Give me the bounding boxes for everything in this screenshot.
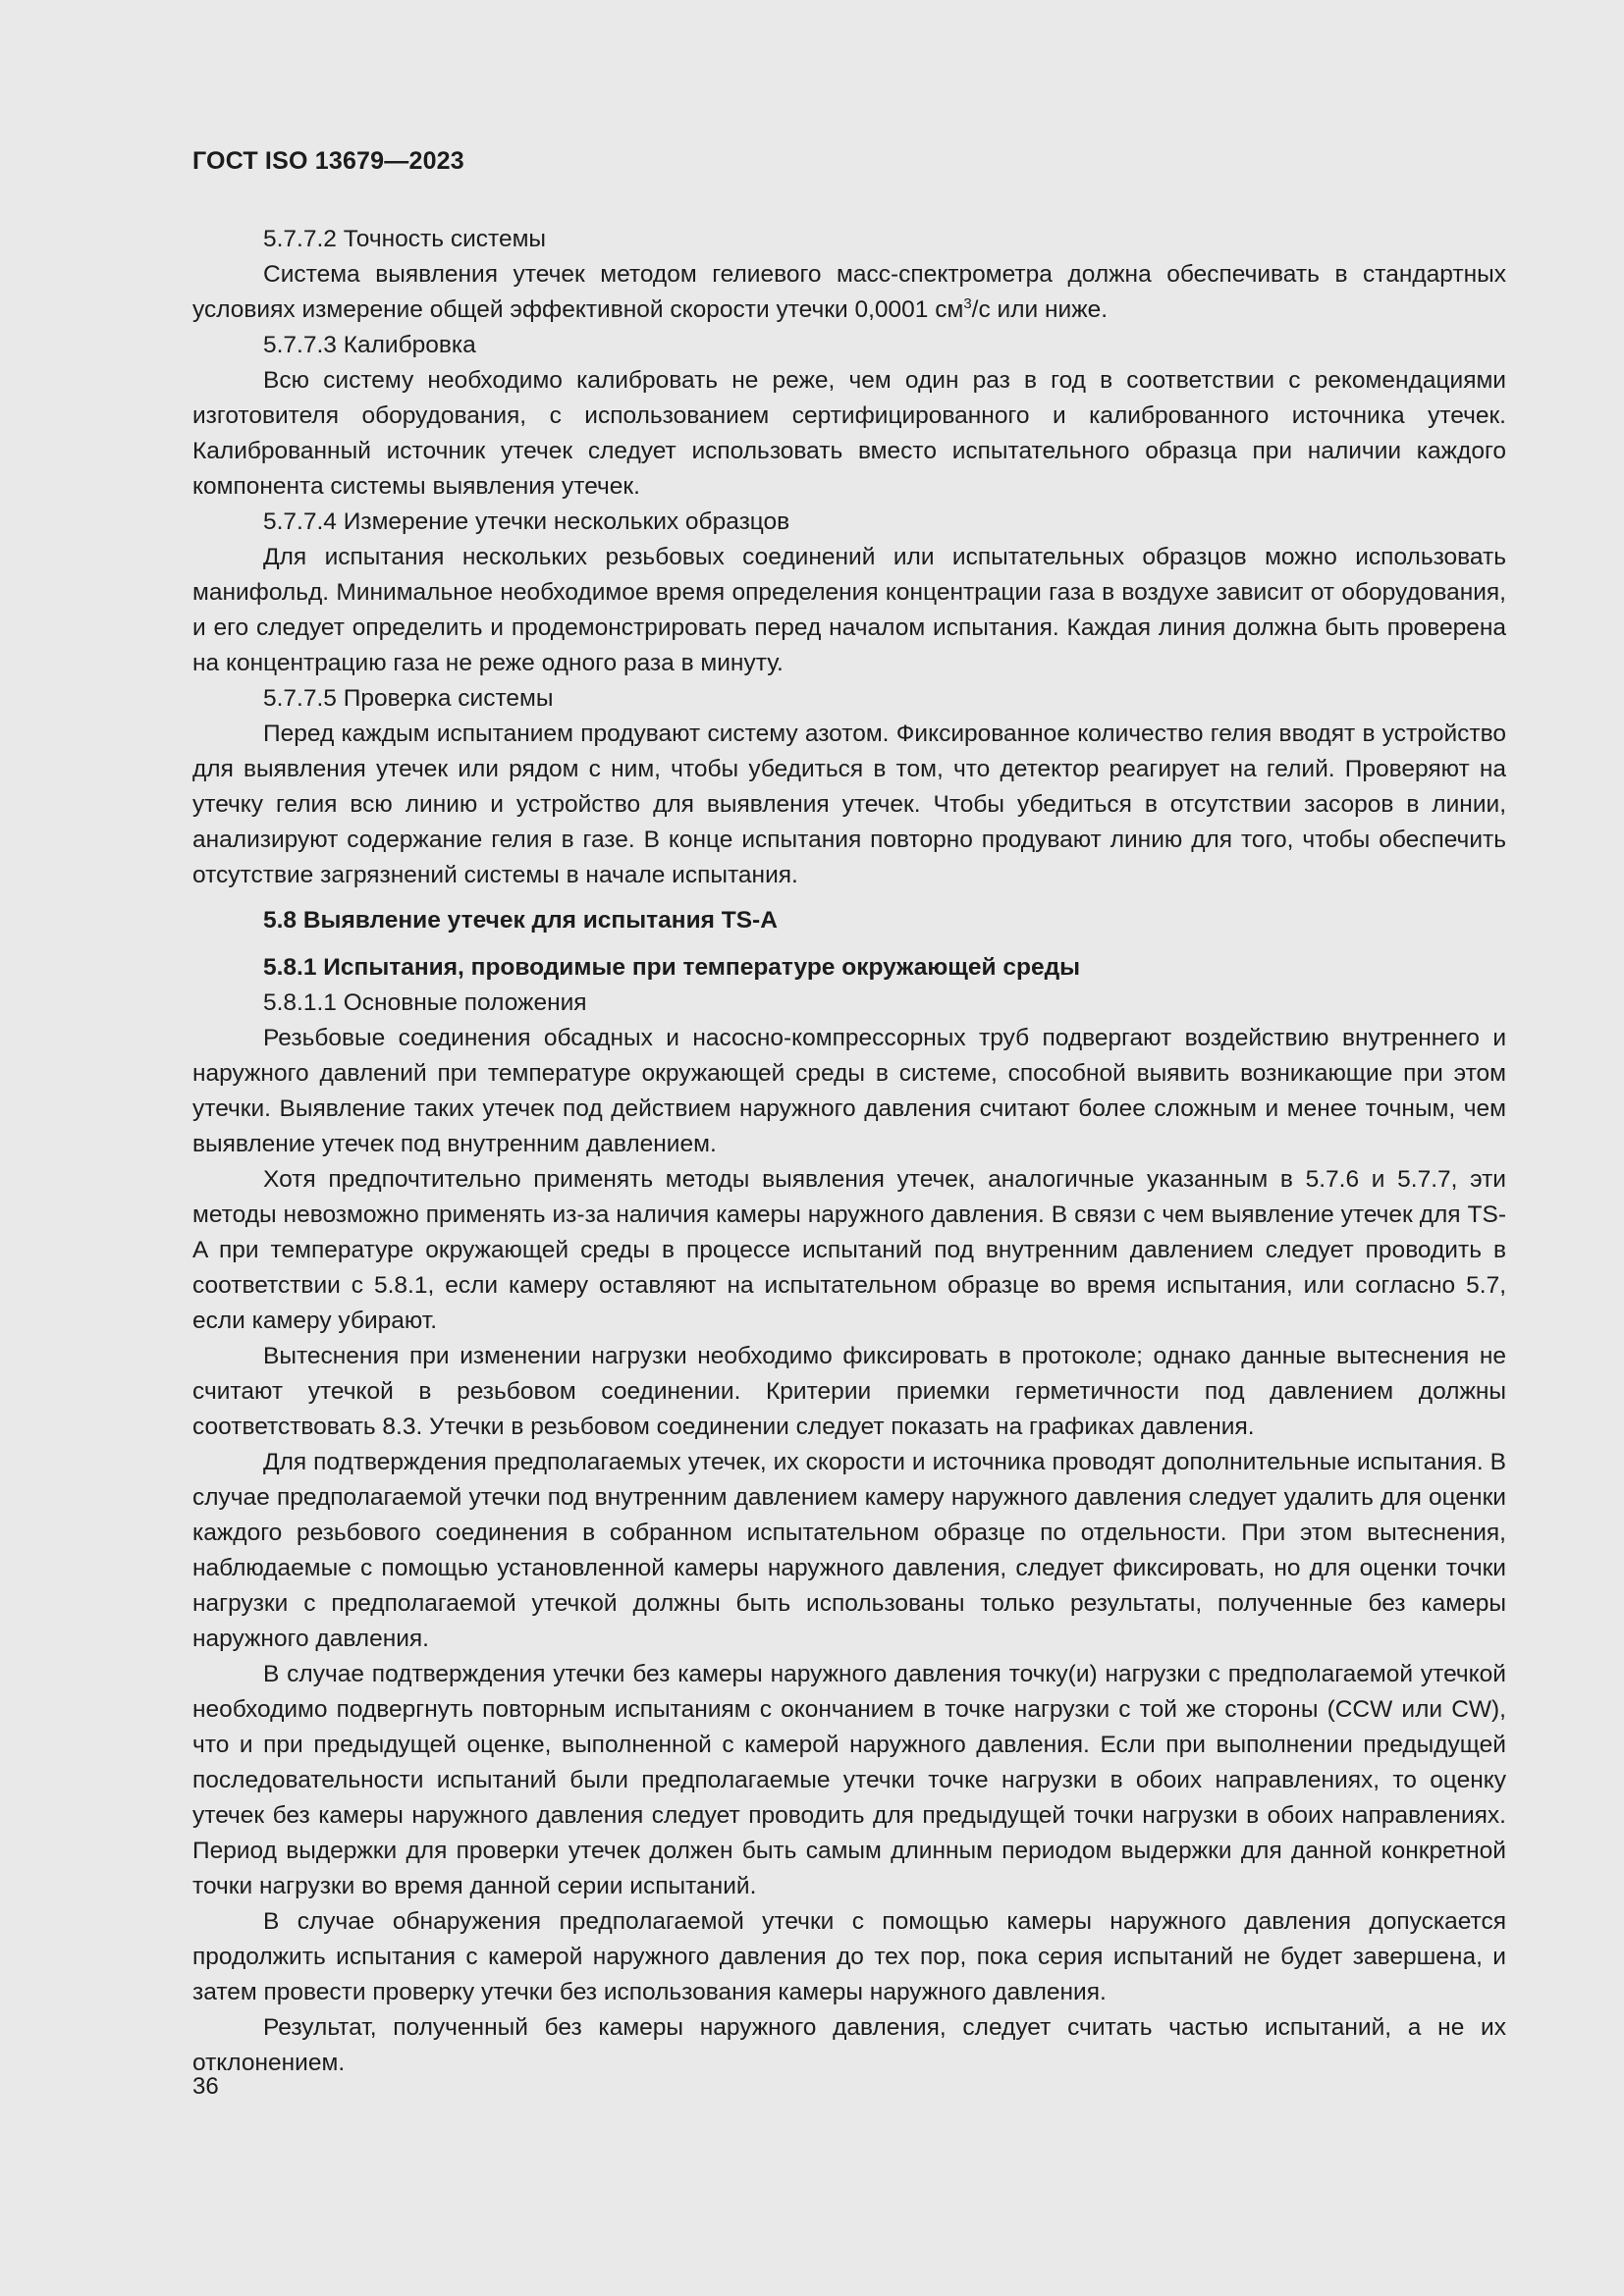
paragraph-5-8-1-1-d: Для подтверждения предполагаемых утечек, их скорости и источника проводят дополнительные испытания. В случае предполагаемой утечки под внутренним давлением камеру наружного давления следует удалить для оценки каждого резьбового соединения в собранном испытательном образце по отдельности. При этом вытеснения, наблюдаемые с помощью установленной камеры наружного давления, следует фиксировать, но для оценки точки нагрузки с предполагаемой утечкой должны быть использованы только результаты, полученные без камеры наружного давления. [192, 1449, 1506, 1652]
paragraph-text: Система выявления утечек методом гелиевого масс-спектрометра должна обеспечивать в стандартных условиях измерение общей эффективной скорости утечки 0,0001 см [192, 261, 1506, 323]
paragraph-5-8-1-1-f: В случае обнаружения предполагаемой утечки с помощью камеры наружного давления допускается продолжить испытания с камерой наружного давления до тех пор, пока серия испытаний не будет завершена, и затем провести проверку утечки без использования камеры наружного давления. [192, 1908, 1506, 2005]
paragraph-5-8-1-1-g: Результат, полученный без камеры наружного давления, следует считать частью испытаний, а не их отклонением. [192, 2014, 1506, 2076]
heading-5-7-7-2: 5.7.7.2 Точность системы [263, 226, 547, 252]
paragraph-5-8-1-1-e: В случае подтверждения утечки без камеры наружного давления точку(и) нагрузки с предполагаемой утечкой необходимо подвергнуть повторным испытаниям с окончанием в точке нагрузки с той же стороны (CCW или CW), что и при предыдущей оценке, выполненной с камерой наружного давления. Если при выполнении предыдущей последовательности испытаний были предполагаемые утечки точке нагрузки в обоих направлениях, то оценку утечек без камеры наружного давления следует проводить для предыдущей точки нагрузки в обоих направлениях. Период выдержки для проверки утечек должен быть самым длинным периодом выдержки для данной конкретной точки нагрузки во время данной серии испытаний. [192, 1661, 1506, 1899]
paragraph-5-7-7-5: Перед каждым испытанием продувают систему азотом. Фиксированное количество гелия вводят в устройство для выявления утечек или рядом с ним, чтобы убедиться в том, что детектор реагирует на гелий. Проверяют на утечку гелия всю линию и устройство для выявления утечек. Чтобы убедиться в отсутствии засоров в линии, анализируют содержание гелия в газе. В конце испытания повторно продувают линию для того, чтобы обеспечить отсутствие загрязнений системы в начале испытания. [192, 721, 1506, 888]
document-body [192, 222, 1506, 2081]
heading-5-8: 5.8 Выявление утечек для испытания TS-A [263, 907, 778, 934]
superscript: 3 [963, 295, 972, 312]
paragraph-5-8-1-1-a: Резьбовые соединения обсадных и насосно-компрессорных труб подвергают воздействию внутреннего и наружного давлений при температуре окружающей среды в системе, способной выявить возникающие при этом утечки. Выявление таких утечек под действием наружного давления считают более сложным и менее точным, чем выявление утечек под внутренним давлением. [192, 1025, 1506, 1157]
heading-5-7-7-5: 5.7.7.5 Проверка системы [263, 685, 554, 712]
paragraph-5-7-7-2 [192, 257, 1506, 328]
paragraph-text: /с или ниже. [971, 296, 1109, 323]
paragraph-5-7-7-3: Всю систему необходимо калибровать не реже, чем один раз в год в соответствии с рекомендациями изготовителя оборудования, с использованием сертифицированного и калиброванного источника утечек. Калиброванный источник утечек следует использовать вместо испытательного образца при наличии каждого компонента системы выявления утечек. [192, 367, 1506, 500]
heading-5-7-7-4: 5.7.7.4 Измерение утечки нескольких образцов [263, 508, 790, 535]
heading-5-8-1-1: 5.8.1.1 Основные положения [263, 989, 587, 1016]
heading-5-8-1: 5.8.1 Испытания, проводимые при температуре окружающей среды [263, 954, 1081, 981]
page-number: 36 [192, 2073, 219, 2100]
document-header: ГОСТ ISO 13679—2023 [192, 147, 464, 175]
paragraph-5-8-1-1-b: Хотя предпочтительно применять методы выявления утечек, аналогичные указанным в 5.7.6 и 5.7.7, эти методы невозможно применять из-за наличия камеры наружного давления. В связи с чем выявление утечек для TS-A при температуре окружающей среды в процессе испытаний под внутренним давлением следует проводить в соответствии с 5.8.1, если камеру оставляют на испытательном образце во время испытания, или согласно 5.7, если камеру убирают. [192, 1166, 1506, 1334]
paragraph-5-7-7-4: Для испытания нескольких резьбовых соединений или испытательных образцов можно использовать манифольд. Минимальное необходимое время определения концентрации газа в воздухе зависит от оборудования, и его следует определить и продемонстрировать перед началом испытания. Каждая линия должна быть проверена на концентрацию газа не реже одного раза в минуту. [192, 544, 1506, 676]
heading-5-7-7-3: 5.7.7.3 Калибровка [263, 332, 476, 358]
paragraph-5-8-1-1-c: Вытеснения при изменении нагрузки необходимо фиксировать в протоколе; однако данные вытеснения не считают утечкой в резьбовом соединении. Критерии приемки герметичности под давлением должны соответствовать 8.3. Утечки в резьбовом соединении следует показать на графиках давления. [192, 1343, 1506, 1440]
